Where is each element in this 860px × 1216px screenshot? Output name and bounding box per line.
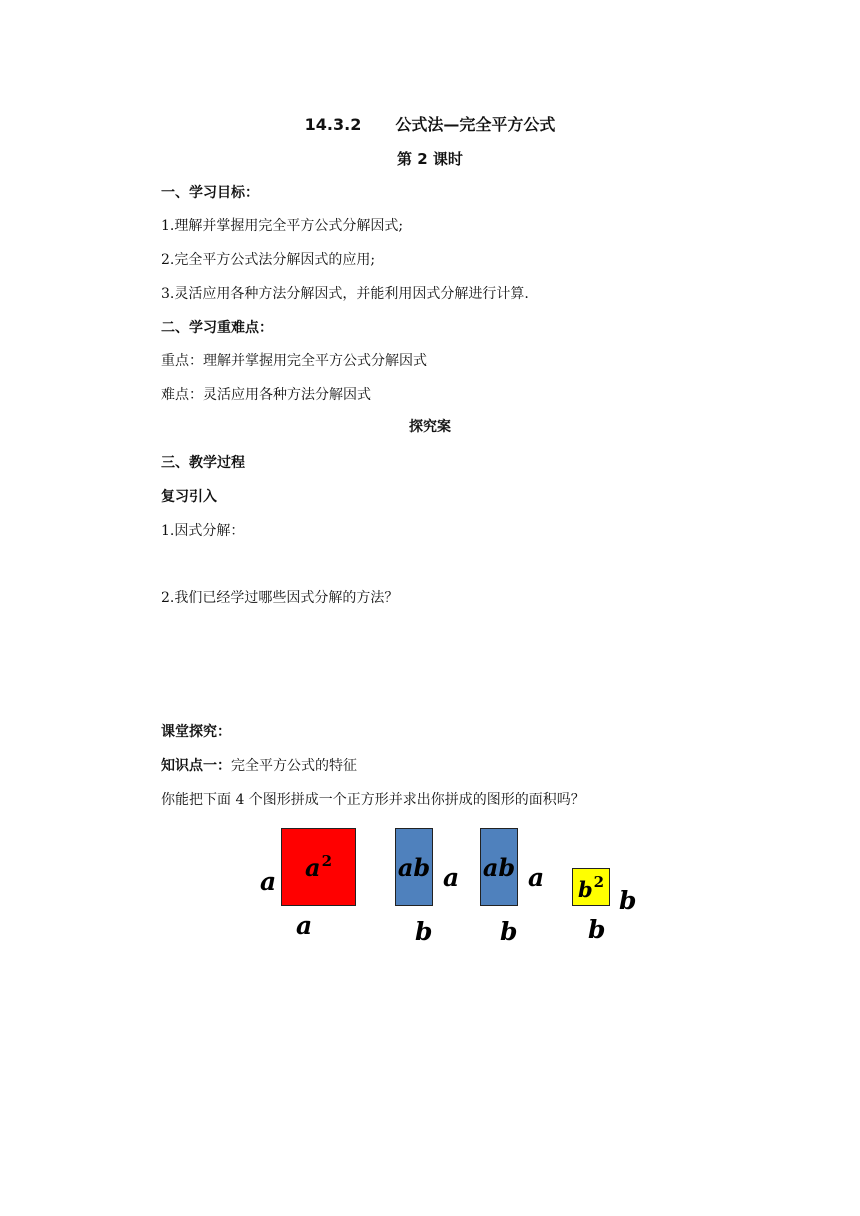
key-point: 重点：理解并掌握用完全平方公式分解因式 — [161, 353, 427, 369]
knowledge-point-text: 完全平方公式的特征 — [231, 758, 357, 774]
square-b-bottom-label: b — [588, 915, 606, 944]
square-b-side-label: b — [619, 886, 637, 915]
rectangle-ab-1-side-label: a — [443, 863, 460, 892]
square-b-squared — [572, 868, 610, 906]
review-question-2: 2.我们已经学过哪些因式分解的方法？ — [161, 590, 399, 606]
class-inquiry-heading: 课堂探究： — [161, 724, 231, 740]
difficult-point: 难点：灵活应用各种方法分解因式 — [161, 387, 371, 403]
rectangle-ab-2 — [480, 828, 518, 906]
review-heading: 复习引入 — [161, 489, 217, 505]
goal-item-1: 1.理解并掌握用完全平方公式分解因式; — [161, 218, 404, 234]
section2-heading: 二、学习重难点： — [161, 320, 273, 336]
rectangle-ab-1 — [395, 828, 433, 906]
rectangle-ab-1-bottom-label: b — [415, 917, 433, 946]
document-title — [0, 112, 860, 135]
rectangle-ab-2-side-label: a — [528, 863, 545, 892]
title-number: 14.3.2 — [304, 115, 362, 134]
goal-item-3: 3.灵活应用各种方法分解因式，并能利用因式分解进行计算. — [161, 286, 529, 302]
square-a-bottom-label: a — [296, 911, 313, 940]
review-question-1: 1.因式分解： — [161, 523, 245, 539]
lesson-subtitle: 第 2 课时 — [397, 150, 463, 168]
knowledge-point — [161, 755, 357, 775]
rectangle-ab-1-label: ab — [397, 852, 431, 882]
square-b-squared-label: $b^2$ — [577, 872, 605, 902]
square-a-squared — [281, 828, 356, 906]
goal-item-2: 2.完全平方公式法分解因式的应用; — [161, 252, 376, 268]
rectangle-ab-2-bottom-label: b — [500, 917, 518, 946]
rectangle-ab-2-label: ab — [482, 852, 516, 882]
section1-heading: 一、学习目标： — [161, 185, 259, 201]
knowledge-point-label: 知识点一： — [161, 758, 231, 774]
title-text: 公式法—完全平方公式 — [395, 115, 556, 134]
square-a-squared-label: $a^2$ — [305, 852, 332, 882]
square-a-side-label: a — [260, 867, 277, 896]
question-text: 你能把下面 4 个图形拼成一个正方形并求出你拼成的图形的面积吗？ — [161, 792, 585, 808]
inquiry-title: 探究案 — [409, 419, 451, 435]
section3-heading: 三、教学过程 — [161, 455, 245, 471]
